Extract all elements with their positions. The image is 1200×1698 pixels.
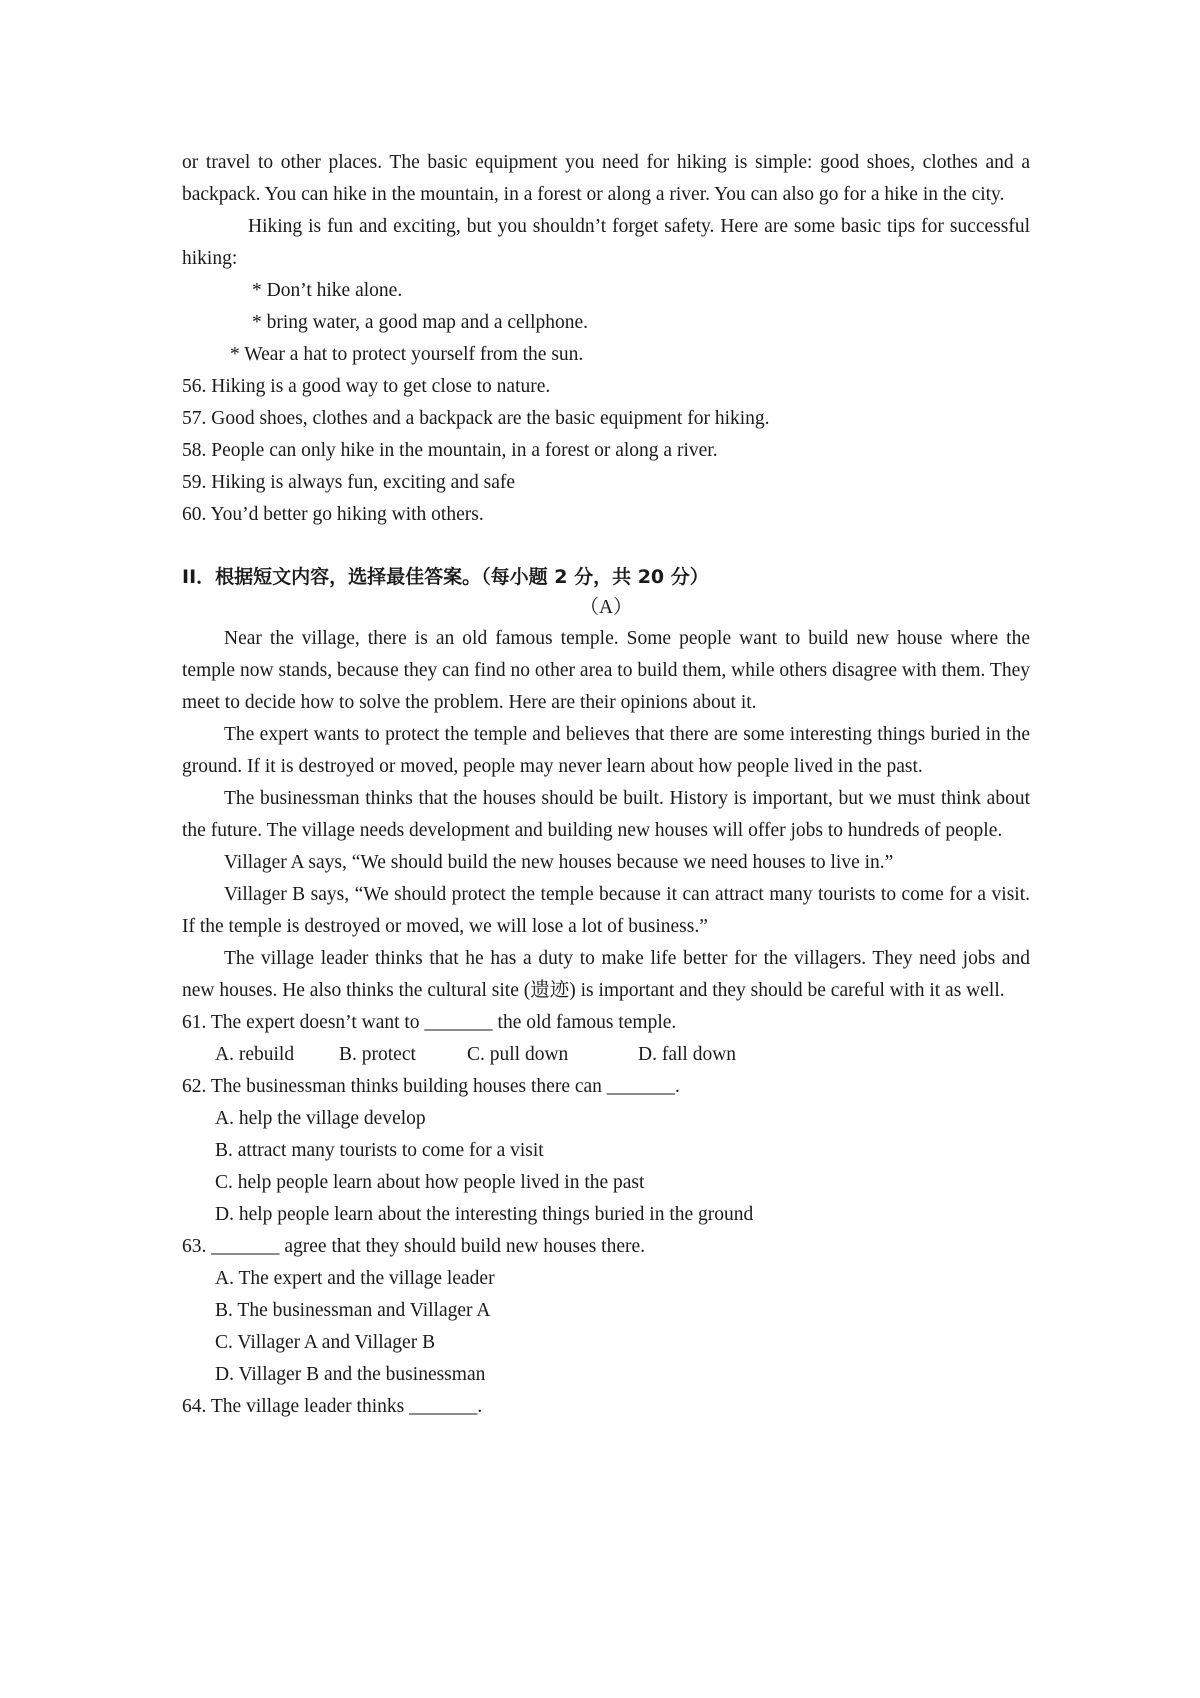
passage-paragraph: Near the village, there is an old famous temple. Some people want to build new house where the temple now stands, because they can find no other area to build them, while others disagree with them. They meet to decide how to solve the problem. Here are their opinions about it. [182, 628, 1030, 713]
statement-item: 57. Good shoes, clothes and a backpack are the basic equipment for hiking. [182, 408, 770, 429]
passage-paragraph: The expert wants to protect the temple and believes that there are some interesting things buried in the ground. If it is destroyed or moved, people may never learn about how people lived in the past. [182, 724, 1030, 777]
passage-paragraph: The businessman thinks that the houses should be built. History is important, but we must think about the future. The village needs development and building new houses will offer jobs to hundreds of people. [182, 788, 1030, 841]
option-d: D. help people learn about the interesting things buried in the ground [215, 1204, 754, 1225]
passage-paragraph: Villager A says, “We should build the new houses because we need houses to live in.” [224, 852, 894, 873]
option-b: B. attract many tourists to come for a visit [215, 1140, 544, 1161]
option-a: A. The expert and the village leader [215, 1268, 495, 1289]
tip-item: * bring water, a good map and a cellphone. [252, 312, 589, 333]
question-62 [182, 1071, 1030, 1231]
section-heading: II．根据短文内容，选择最佳答案。（每小题 2 分，共 20 分） [182, 566, 709, 588]
tip-item: * Wear a hat to protect yourself from the sun. [230, 344, 584, 365]
hiking-paragraph-continued: or travel to other places. The basic equipment you need for hiking is simple: good shoes, clothes and a backpack. You can hike in the mountain, in a forest or along a river. You can also go for a hike in the city. [182, 152, 1030, 205]
option-c: C. Villager A and Villager B [215, 1332, 436, 1353]
statement-item: 59. Hiking is always fun, exciting and safe [182, 472, 516, 493]
option-c: C. help people learn about how people lived in the past [215, 1172, 645, 1193]
passage-paragraph: Villager B says, “We should protect the temple because it can attract many tourists to come for a visit. If the temple is destroyed or moved, we will lose a lot of business.” [182, 884, 1030, 937]
exam-page [182, 147, 1030, 1423]
option-row [182, 1039, 1030, 1071]
option-c: C. pull down [467, 1044, 569, 1065]
option-a: A. rebuild [215, 1044, 295, 1065]
question-stem: 64. The village leader thinks _______. [182, 1396, 483, 1417]
question-61 [182, 1007, 1030, 1071]
statement-item: 58. People can only hike in the mountain, in a forest or along a river. [182, 440, 718, 461]
passage-a [182, 623, 1030, 1007]
tip-item: * Don’t hike alone. [252, 280, 403, 301]
statement-list [182, 371, 1030, 531]
option-d: D. fall down [638, 1044, 737, 1065]
option-d: D. Villager B and the businessman [215, 1364, 486, 1385]
passage-paragraph: The village leader thinks that he has a duty to make life better for the villagers. They need jobs and new houses. He also thinks the cultural site (遗迹) is important and they should be careful with it as well. [182, 948, 1030, 1001]
question-stem: 63. _______ agree that they should build new houses there. [182, 1236, 646, 1257]
passage-label: （A） [579, 597, 633, 618]
statement-item: 60. You’d better go hiking with others. [182, 504, 484, 525]
option-b: B. protect [339, 1044, 416, 1065]
option-a: A. help the village develop [215, 1108, 426, 1129]
question-stem: 61. The expert doesn’t want to _______ the old famous temple. [182, 1012, 677, 1033]
hiking-safety-paragraph: Hiking is fun and exciting, but you shouldn’t forget safety. Here are some basic tips for successful hiking: [182, 216, 1030, 269]
statement-item: 56. Hiking is a good way to get close to nature. [182, 376, 551, 397]
question-stem: 62. The businessman thinks building houses there can _______. [182, 1076, 680, 1097]
option-b: B. The businessman and Villager A [215, 1300, 491, 1321]
question-64 [182, 1391, 1030, 1423]
question-63 [182, 1231, 1030, 1391]
